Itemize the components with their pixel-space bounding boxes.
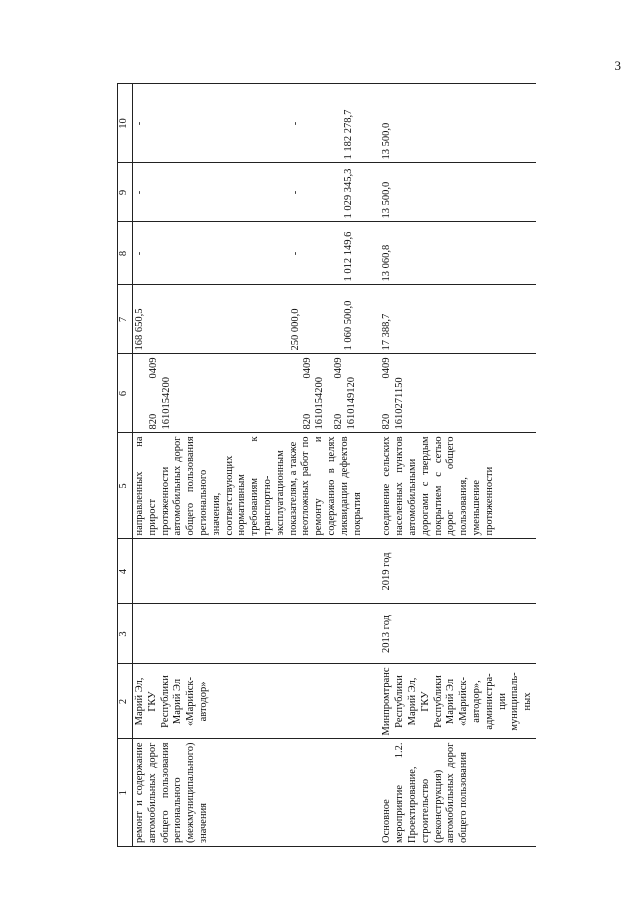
row1-value-7c: 1 060 500,0 [342,300,354,351]
row2-start: 2013 год [381,614,393,653]
row1-kbk-2: 820 0409 1610154200 [301,357,326,430]
row1-value-10c: 1 182 278,7 [342,109,354,160]
row2-value-8: 13 060,8 [381,244,393,282]
col-header-2: 2 [118,664,133,739]
row1-name: ремонт и содержание автомобильных дорог общего пользования регионального (межмуниципального) значения [134,742,209,843]
row2-executor: Минпромтранс Республики Марий Эл, ГКУ Республики Марий Эл «Марийск-автодор», администра-ции муниципаль-ных [381,667,534,736]
col-header-9: 9 [118,163,133,222]
row1-value-10a: - [134,121,145,126]
row1-value-8b: - [289,251,301,256]
col-header-3: 3 [118,604,133,664]
row2-kbk: 820 0409 1610271150 [381,357,406,430]
col-header-7: 7 [118,285,133,354]
row2-end: 2019 год [381,552,393,591]
row2-result: соединение сельских населенных пунктов автомобильными дорогами с твердым покрытием с сетью дорог общего пользования, уменьшение протяженности [381,436,495,536]
table-row [133,84,366,847]
row2-value-10: 13 500,0 [381,122,393,160]
col-header-10: 10 [118,84,133,163]
row1-value-8c: 1 012 149,6 [342,231,354,282]
col-header-6: 6 [118,354,133,433]
col-header-4: 4 [118,539,133,604]
row1-value-9b: - [289,190,301,195]
row1-value-8a: - [134,251,145,256]
table-row [365,84,536,847]
program-table [117,83,536,847]
header-row [118,84,133,847]
col-header-5: 5 [118,433,133,539]
row1-value-9c: 1 029 345,3 [342,168,354,219]
row1-value-7a: 168 650,5 [134,308,145,351]
col-header-8: 8 [118,222,133,285]
page-number: 3 [614,58,621,73]
row2-value-9: 13 500,0 [381,181,393,219]
row1-value-10b: - [289,121,301,126]
row1-kbk-3: 820 0409 1610149120 [333,357,357,430]
row1-executor: Марий Эл, ГКУ Республики Марий Эл «Марийск-автодор» [134,675,209,728]
row2-value-7: 17 388,7 [381,313,393,351]
row1-value-7b: 250 000,0 [289,308,301,351]
row1-value-9a: - [134,190,145,195]
row1-kbk-1: 820 0409 1610154200 [148,357,172,430]
row2-name: Основное мероприятие 1.2. Проектирование, строительство (реконструкция) автомобильных дорог общего пользования [381,742,470,843]
col-header-1: 1 [118,739,133,847]
row1-result-a: направленных на прирост протяженности автомобильных дорог общего пользования регионального значения, соответствующих нормативным требованиям к транспортно-эксплуатационным показателям, а также [134,436,299,536]
row1-result-b: неотложных работ по ремонту и содержанию в целях ликвидации дефектов покрытия [300,436,363,536]
